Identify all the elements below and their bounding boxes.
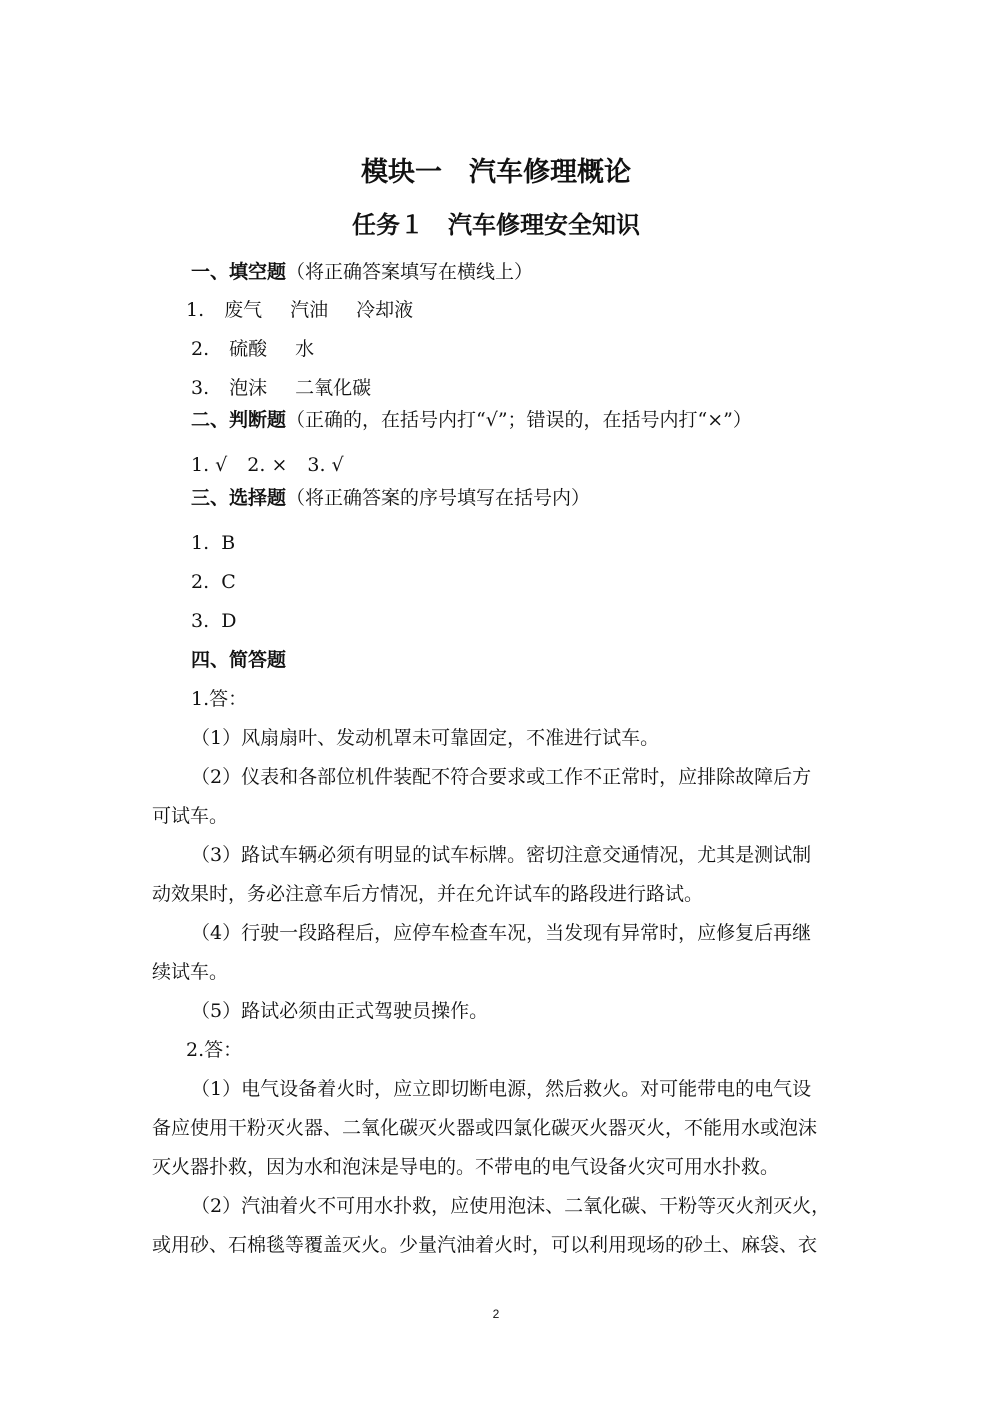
answer-2-line: 灭火器扑救，因为水和泡沫是导电的。不带电的电气设备火灾可用水扑救。: [152, 1156, 780, 1178]
choice-answer-1: 1. B: [191, 532, 236, 554]
answer: 汽油: [290, 299, 329, 321]
answer: 2. ×: [247, 454, 288, 476]
answer: 冷却液: [356, 299, 414, 321]
answer-2-line: 或用砂、石棉毯等覆盖灭火。少量汽油着火时，可以利用现场的砂土、麻袋、衣: [152, 1234, 818, 1256]
answer-2-line: （2）汽油着火不可用水扑救，应使用泡沫、二氧化碳、干粉等灭火剂灭火，: [191, 1195, 831, 1217]
module-title: 模块一 汽车修理概论: [361, 157, 631, 188]
section-heading: 一、填空题: [191, 261, 287, 283]
answer-1-line: （1）风扇扇叶、发动机罩未可靠固定，不准进行试车。: [191, 727, 660, 749]
fill-answer-1: [186, 298, 413, 322]
answer-2-line: （1）电气设备着火时，应立即切断电源，然后救火。对可能带电的电气设: [191, 1078, 812, 1100]
section-note: （正确的，在括号内打“√”；错误的，在括号内打“×”）: [286, 409, 752, 431]
section-true-false: [191, 408, 752, 432]
section-heading: 二、判断题: [191, 409, 287, 431]
fill-answer-2: [191, 337, 314, 361]
answer: 水: [295, 338, 315, 360]
answer-2-line: 备应使用干粉灭火器、二氧化碳灭火器或四氯化碳灭火器灭火，不能用水或泡沫: [152, 1117, 818, 1139]
section-heading: 三、选择题: [191, 487, 287, 509]
answer-1-line: 动效果时，务必注意车后方情况，并在允许试车的路段进行路试。: [152, 883, 704, 905]
task-title: 任务１ 汽车修理安全知识: [352, 210, 640, 239]
section-note: （将正确答案的序号填写在括号内）: [286, 487, 591, 509]
item-number: 1.: [186, 299, 205, 321]
answer-1-line: （3）路试车辆必须有明显的试车标牌。密切注意交通情况，尤其是测试制: [191, 844, 812, 866]
fill-answer-3: [191, 376, 371, 400]
answer-1-label: 1.答：: [191, 688, 248, 710]
choice-answer-3: 3. D: [191, 610, 237, 632]
section-note: （将正确答案填写在横线上）: [286, 261, 534, 283]
judge-answers: [191, 453, 344, 477]
answer-2-label: 2.答：: [186, 1039, 243, 1061]
item-number: 3.: [191, 377, 210, 399]
section-multiple-choice: [191, 486, 590, 510]
answer: 硫酸: [229, 338, 268, 360]
answer: 废气: [224, 299, 263, 321]
answer-1-line: （4）行驶一段路程后，应停车检查车况，当发现有异常时，应修复后再继: [191, 922, 812, 944]
section-short-answer: 四、简答题: [191, 649, 287, 671]
answer-1-line: （5）路试必须由正式驾驶员操作。: [191, 1000, 489, 1022]
item-number: 2.: [191, 338, 210, 360]
answer: 1. √: [191, 454, 228, 476]
answer-1-line: 续试车。: [152, 961, 229, 983]
section-fill-in: [191, 260, 533, 284]
answer: 3. √: [307, 454, 344, 476]
answer-1-line: （2）仪表和各部位机件装配不符合要求或工作不正常时，应排除故障后方: [191, 766, 812, 788]
choice-answer-2: 2. C: [191, 571, 236, 593]
answer-1-line: 可试车。: [152, 805, 229, 827]
answer: 泡沫: [229, 377, 268, 399]
answer: 二氧化碳: [295, 377, 372, 399]
page-number: 2: [492, 1307, 500, 1321]
